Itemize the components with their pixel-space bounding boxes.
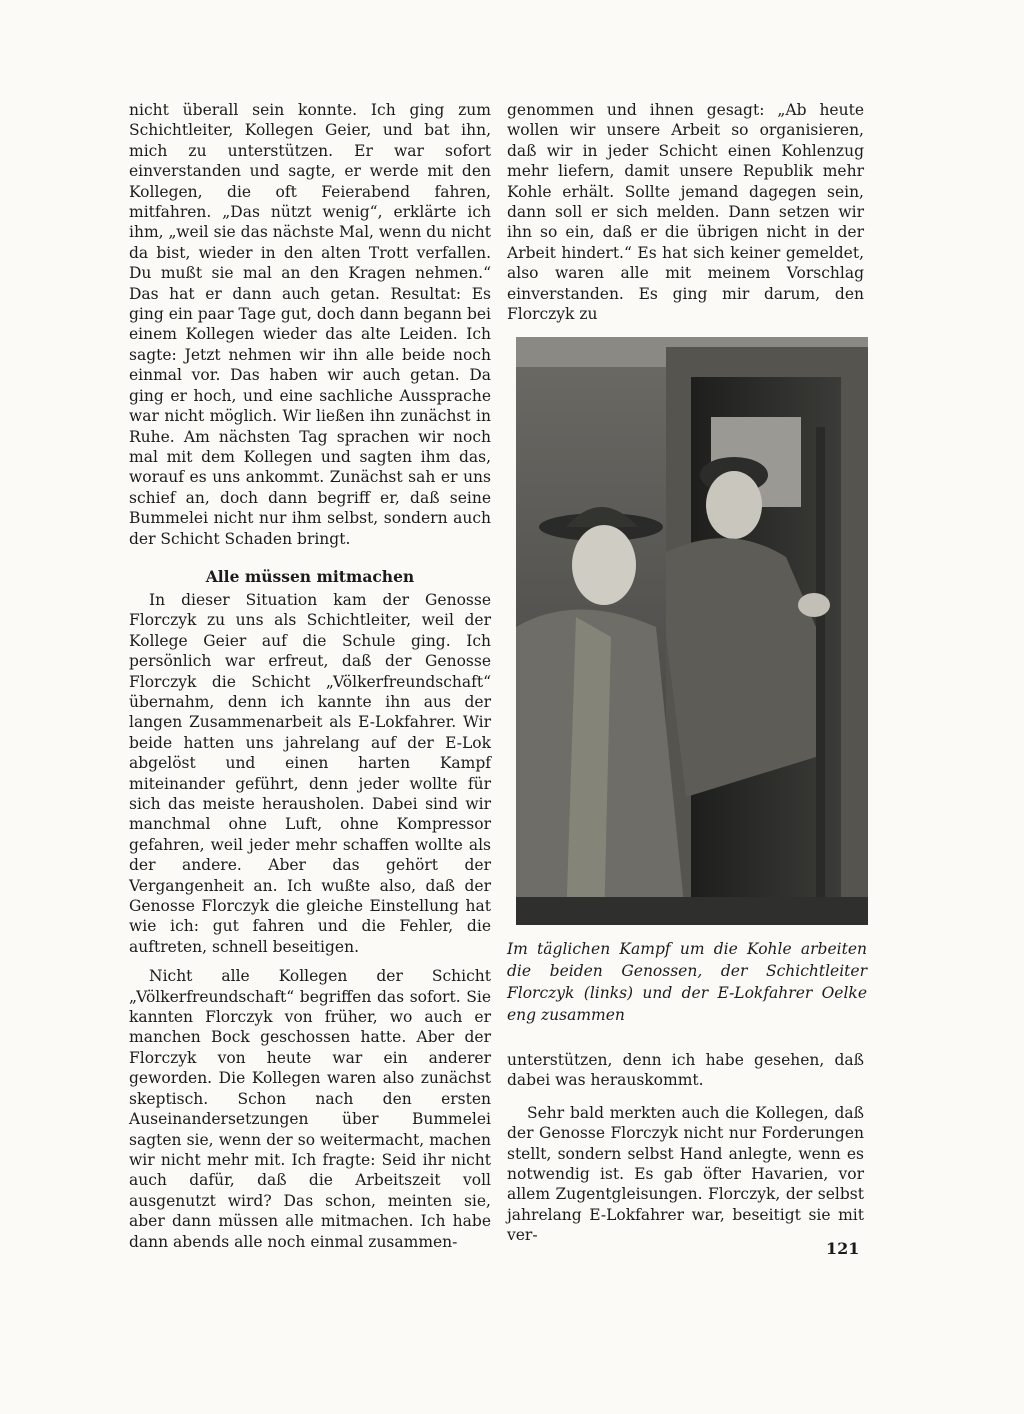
- photo-caption: Im täglichen Kampf um die Kohle arbeiten die beiden Genossen, der Schichtleiter Florczyk (links) und der E-Lokfahrer Oelke eng zusammen: [507, 940, 867, 1024]
- photograph: [516, 337, 868, 925]
- right-column: [507, 100, 864, 324]
- photo-illustration: [516, 337, 868, 925]
- grab-pole: [816, 427, 825, 907]
- ground: [516, 897, 868, 925]
- paragraph: nicht überall sein konnte. Ich ging zum Schichtleiter, Kollegen Geier, und bat ihn, mich zu unterstützen. Er war sofort einverstanden und sagte, er werde mit den Kollegen, die oft Feierabend fahren, mitfahren. „Das nützt wenig“, erklärte ich ihm, „weil sie das nächste Mal, wenn du nicht da bist, wieder in den alten Trott verfallen. Du mußt sie mal an den Kragen nehmen.“ Das hat er dann auch getan. Resultat: Es ging ein paar Tage gut, doch dann begann bei einem Kollegen wieder das alte Leiden. Ich sagte: Jetzt nehmen wir ihn alle beide noch einmal vor. Das haben wir auch getan. Da ging er hoch, und eine sachliche Aussprache war nicht möglich. Wir ließen ihn zunächst in Ruhe. Am nächsten Tag sprachen wir noch mal mit dem Kollegen und sagten ihm das, worauf es uns ankommt. Zunächst sah er uns schief an, doch dann begriff er, daß seine Bummelei nicht nur ihm selbst, sondern auch der Schicht Schaden bringt.: [129, 101, 491, 548]
- right-column-lower: [507, 1050, 864, 1246]
- paragraph: In dieser Situation kam der Genosse Florczyk zu uns als Schichtleiter, weil der Kollege Geier auf die Schule ging. Ich persönlich war erfreut, daß der Genosse Florczyk die Schicht „Völkerfreundschaft“ übernahm, denn ich kannte ihn aus der langen Zusammenarbeit als E-Lokfahrer. Wir beide hatten uns jahrelang auf der E-Lok abgelöst und einen harten Kampf miteinander geführt, denn jeder wollte für sich das meiste herausholen. Dabei sind wir manchmal ohne Luft, ohne Kompressor gefahren, weil jeder mehr schaffen wollte als der andere. Aber das gehört der Vergangenheit an. Ich wußte also, daß der Genosse Florczyk die gleiche Einstellung hat wie ich: gut fahren und die Fehler, die auftreten, schnell beseitigen.: [129, 590, 491, 956]
- paragraph: genommen und ihnen gesagt: „Ab heute wollen wir unsere Arbeit so organisieren, daß wir in jeder Schicht einen Kohlenzug mehr liefern, damit unsere Republik mehr Kohle erhält. Sollte jemand dagegen sein, dann soll er sich melden. Dann setzen wir ihn so ein, daß er die übrigen nicht in der Arbeit hindert.“ Es hat sich keiner gemeldet, also waren alle mit meinem Vorschlag einverstanden. Es ging mir darum, den Florczyk zu: [507, 101, 864, 324]
- paragraph: Sehr bald merkten auch die Kollegen, daß der Genosse Florczyk nicht nur Forderungen stellt, sondern selbst Hand anlegte, wenn es notwendig ist. Es gab öfter Havarien, vor allem Zugentgleisungen. Florczyk, der selbst jahrelang E-Lokfahrer war, beseitigt sie mit ver-: [507, 1103, 864, 1245]
- face-left: [572, 525, 636, 605]
- jacket-right: [666, 538, 816, 797]
- page-number: 121: [826, 1239, 860, 1258]
- left-column: [129, 100, 491, 1252]
- paragraph: Nicht alle Kollegen der Schicht „Völkerfreundschaft“ begriffen das sofort. Sie kannten Florczyk von früher, wo auch er manchen Bock geschossen hatte. Aber der Florczyk von heute war ein anderer geworden. Die Kollegen waren also zunächst skeptisch. Schon nach den ersten Auseinandersetzungen über Bummelei sagten sie, wenn der so weitermacht, machen wir nicht mehr mit. Ich fragte: Seid ihr nicht auch dafür, daß die Arbeitszeit voll ausgenutzt wird? Das schon, meinten sie, aber dann müssen alle mitmachen. Ich habe dann abends alle noch einmal zusammen-: [129, 967, 491, 1251]
- section-heading: Alle müssen mitmachen: [205, 566, 415, 586]
- face-right: [706, 471, 762, 539]
- paragraph: unterstützen, denn ich habe gesehen, daß dabei was herauskommt.: [507, 1051, 864, 1090]
- hand-on-pole: [798, 593, 830, 617]
